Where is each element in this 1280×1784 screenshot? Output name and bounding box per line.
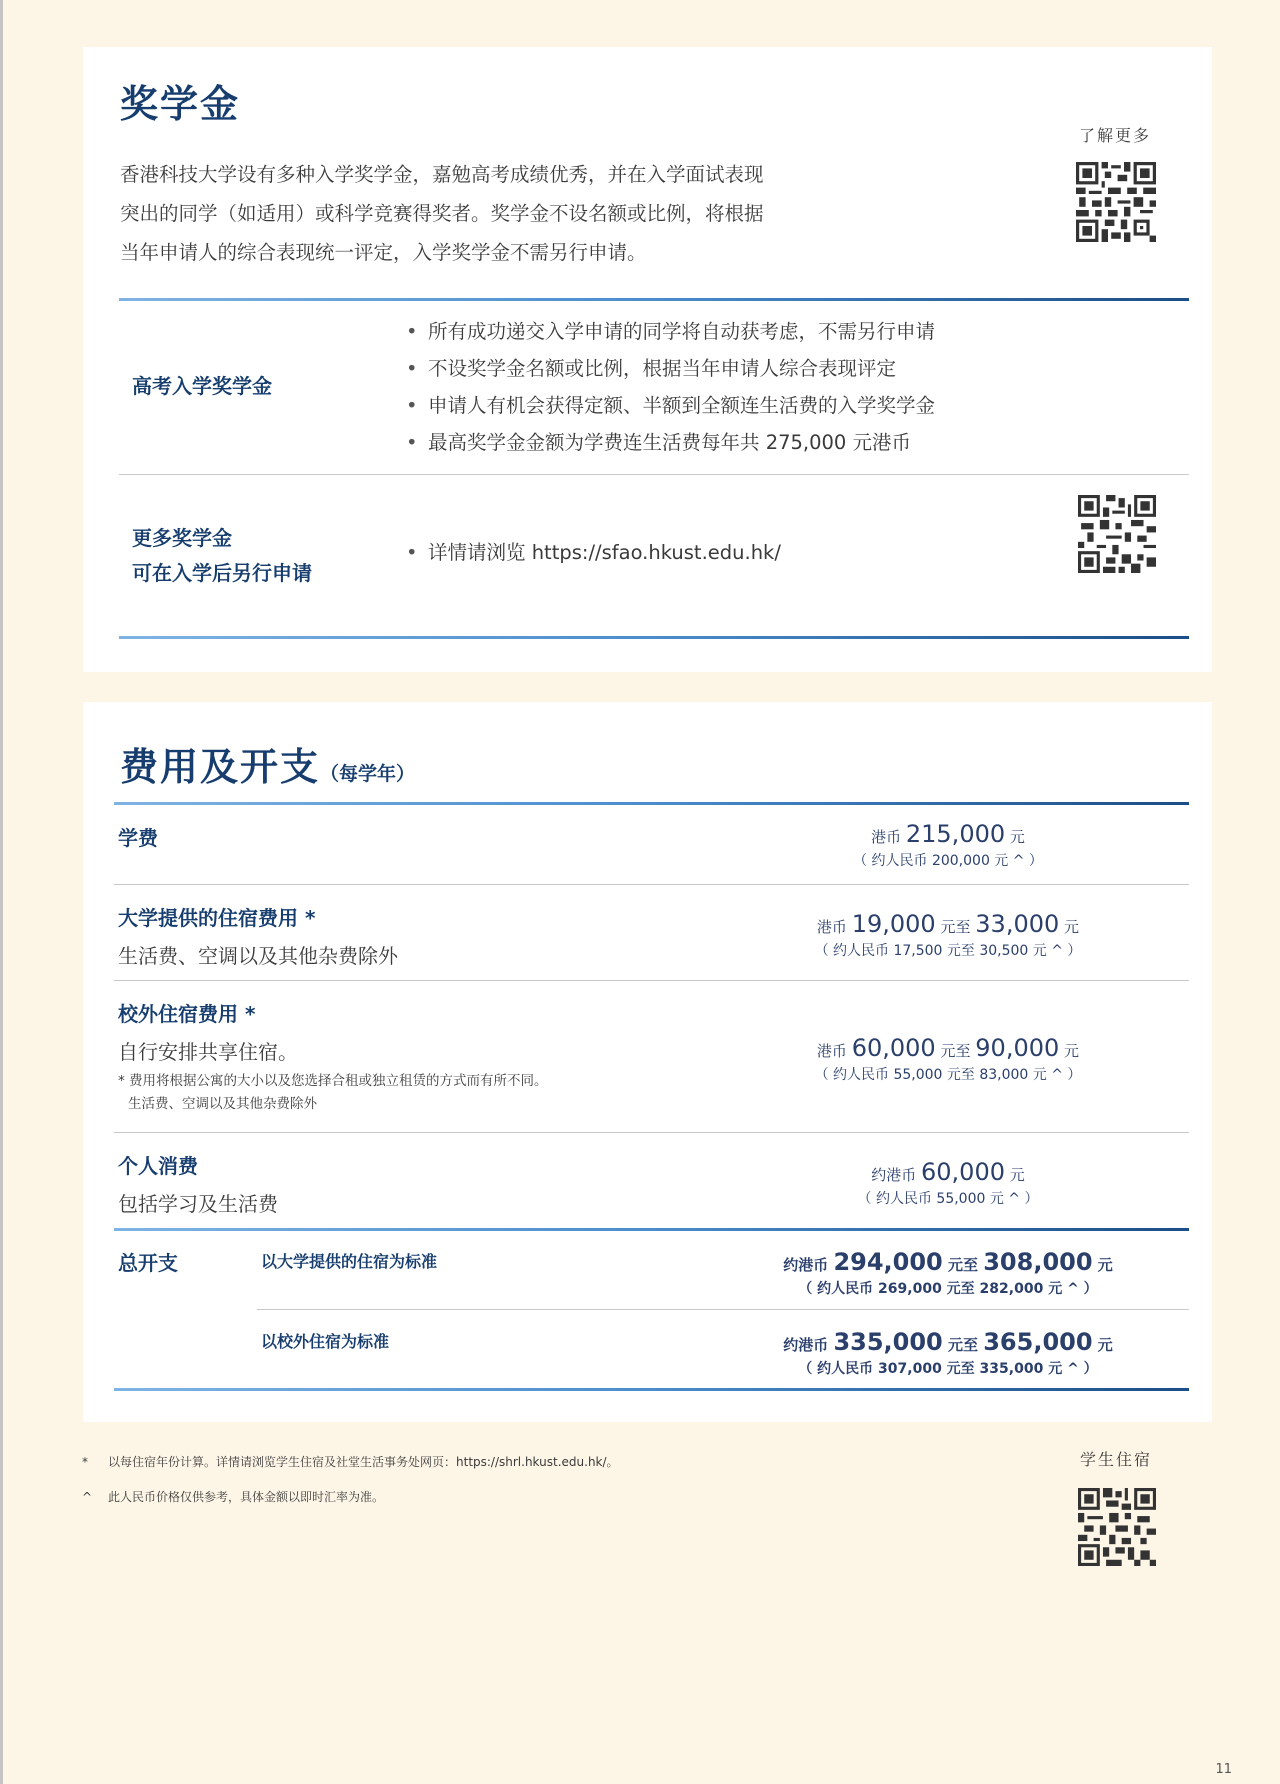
intro-line: 当年申请人的综合表现统一评定，入学奖学金不需另行申请。 [120,241,647,264]
footnote-text: 此人民币价格仅供参考，具体金额以即时汇率为准。 [108,1490,385,1504]
more-scholarships-bullets [406,534,781,571]
currency-prefix: 港币 [871,828,902,846]
tuition-amount [823,820,1073,870]
intro-line: 香港科技大学设有多种入学奖学金，嘉勉高考成绩优秀，并在入学面试表现 [120,163,764,186]
housing-qr-label: 学生住宿 [1080,1450,1153,1469]
offcampus-housing-amount [773,1034,1123,1084]
bullet-item: • 所有成功递交入学申请的同学将自动获考虑，不需另行申请 [406,313,935,350]
section-divider [114,1388,1189,1391]
university-housing-label: 大学提供的住宿费用 * [118,906,316,930]
scholarship-title: 奖学金 [120,82,241,126]
hkd-amount-from: 294,000 [833,1248,943,1276]
currency-prefix: 港币 [816,918,847,936]
hkd-amount: 60,000 [921,1158,1005,1186]
section-divider [114,1228,1189,1231]
rmb-amount: （ 约人民币 200,000 元 ^ ） [853,853,1043,869]
personal-expenses-amount [823,1158,1073,1208]
hkd-amount-to: 90,000 [975,1034,1060,1062]
currency-unit: 元 [1097,1256,1113,1274]
range-sep: 元至 [947,1336,978,1354]
footnote-mark: ^ [82,1490,93,1504]
scholarship-card [83,47,1212,672]
total-option-university-amount [763,1248,1133,1298]
hkd-amount-to: 308,000 [983,1248,1093,1276]
hkd-amount-from: 60,000 [851,1034,936,1062]
section-divider [114,802,1189,805]
footnote-mark: * [82,1455,88,1469]
section-divider [119,298,1189,301]
currency-prefix: 约港币 [783,1336,829,1354]
rmb-amount: （ 约人民币 55,000 元至 83,000 元 ^ ） [814,1067,1082,1083]
hkd-amount-from: 19,000 [851,910,936,938]
personal-expenses-label: 个人消费 [118,1154,198,1178]
fees-title-text: 费用及开支 [120,745,321,789]
total-label: 总开支 [118,1251,178,1275]
row-label-line: 更多奖学金 [132,526,232,550]
gaokao-scholarship-bullets [406,313,935,461]
footnote-asterisk [82,1453,619,1470]
note-line: * 费用将根据公寓的大小以及您选择合租或独立租赁的方式而有所不同。 [118,1073,548,1089]
rmb-amount: （ 约人民币 17,500 元至 30,500 元 ^ ） [814,943,1082,959]
fees-title-suffix: （每学年） [320,763,416,785]
sfao-qr-icon[interactable] [1078,495,1156,573]
total-option-offcampus-amount [763,1328,1133,1378]
row-divider [114,1132,1189,1133]
more-scholarships-label [132,521,312,591]
rmb-amount: （ 约人民币 307,000 元至 335,000 元 ^ ） [798,1361,1098,1377]
page-number: 11 [1215,1762,1232,1777]
currency-unit: 元 [1064,1042,1080,1060]
footnote-caret [82,1488,384,1505]
intro-line: 突出的同学（如适用）或科学竞赛得奖者。奖学金不设名额或比例，将根据 [120,202,764,225]
tuition-label: 学费 [118,826,158,850]
sfao-link[interactable]: • 详情请浏览 https://sfao.hkust.edu.hk/ [406,534,781,571]
range-sep: 元至 [940,1042,971,1060]
section-divider [119,636,1189,639]
page-edge [0,0,3,1784]
currency-unit: 元 [1064,918,1080,936]
personal-expenses-sub: 包括学习及生活费 [118,1192,278,1216]
learn-more-qr-icon[interactable] [1076,162,1156,242]
currency-prefix: 港币 [816,1042,847,1060]
row-divider [114,884,1189,885]
row-divider [257,1309,1189,1310]
currency-unit: 元 [1009,1166,1025,1184]
offcampus-housing-label: 校外住宿费用 * [118,1002,256,1026]
row-divider [114,980,1189,981]
footnote-text: 以每住宿年份计算。详情请浏览学生住宿及社堂生活事务处网页：https://shrl.hkust.edu.hk/。 [108,1455,619,1469]
currency-unit: 元 [1009,828,1025,846]
bullet-item: • 最高奖学金金额为学费连生活费每年共 275,000 元港币 [406,424,935,461]
university-housing-amount [773,910,1123,960]
learn-more-label: 了解更多 [1079,126,1152,145]
hkd-amount-to: 365,000 [983,1328,1093,1356]
hkd-amount: 215,000 [905,820,1006,848]
scholarship-intro [120,155,860,272]
note-line: 生活费、空调以及其他杂费除外 [128,1096,317,1112]
gaokao-scholarship-label [132,369,272,404]
currency-prefix: 约港币 [871,1166,917,1184]
range-sep: 元至 [940,918,971,936]
fees-card [83,702,1212,1422]
currency-prefix: 约港币 [783,1256,829,1274]
row-divider [119,474,1189,475]
offcampus-housing-note [118,1070,548,1116]
rmb-amount: （ 约人民币 55,000 元 ^ ） [857,1191,1039,1207]
total-option-university-label: 以大学提供的住宿为标准 [261,1252,438,1271]
housing-qr-icon[interactable] [1078,1488,1156,1566]
hkd-amount-from: 335,000 [833,1328,943,1356]
row-label-line: 高考入学奖学金 [132,374,272,398]
currency-unit: 元 [1097,1336,1113,1354]
university-housing-sub: 生活费、空调以及其他杂费除外 [118,944,398,968]
hkd-amount-to: 33,000 [975,910,1060,938]
fees-title [120,736,415,791]
bullet-item: • 不设奖学金名额或比例，根据当年申请人综合表现评定 [406,350,935,387]
total-option-offcampus-label: 以校外住宿为标准 [261,1332,390,1351]
row-label-line: 可在入学后另行申请 [132,561,312,585]
offcampus-housing-sub: 自行安排共享住宿。 [118,1040,298,1064]
range-sep: 元至 [947,1256,978,1274]
bullet-item: • 申请人有机会获得定额、半额到全额连生活费的入学奖学金 [406,387,935,424]
rmb-amount: （ 约人民币 269,000 元至 282,000 元 ^ ） [798,1281,1098,1297]
